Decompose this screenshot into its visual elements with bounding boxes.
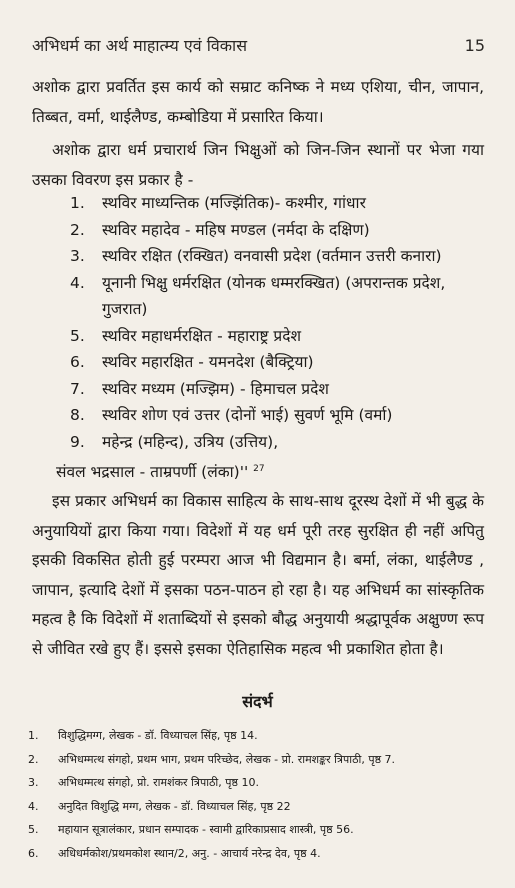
list-item-text: स्थविर महाधर्मरक्षित - महाराष्ट्र प्रदेश <box>102 326 302 345</box>
reference-number: 4. <box>28 799 39 813</box>
chapter-title: अभिधर्म का अर्थ माहात्म्य एवं विकास <box>32 36 248 55</box>
list-item-number: 9. <box>70 432 85 451</box>
list-item-number: 4. <box>70 273 85 292</box>
list-item-text: स्थविर मध्यम (मज्झिम) - हिमाचल प्रदेश <box>102 379 329 398</box>
list-continuation <box>56 457 265 484</box>
list-item-text: यूनानी भिक्षु धर्मरक्षित (योनक धम्मरक्खित) (अपरान्तक प्रदेश, गुजरात) <box>102 273 446 318</box>
paragraph-2: अशोक द्वारा धर्म प्रचारार्थ जिन भिक्षुओं को जिन-जिन स्थानों पर भेजा गया उसका विवरण इस प्रकार है - <box>32 141 484 189</box>
list-item <box>70 323 490 350</box>
list-item-number: 3. <box>70 247 85 265</box>
reference-text: अनुदित विशुद्धि मग्ग, लेखक - डॉ. विध्याचल सिंह, पृष्ठ 22 <box>58 799 291 813</box>
reference-number: 6. <box>28 846 39 860</box>
list-continuation-text: संवल भद्रसाल - ताम्रपर्णी (लंका)'' <box>56 463 249 482</box>
list-item <box>70 349 490 376</box>
reference-item <box>28 748 498 772</box>
list-item <box>70 270 490 323</box>
list-item-number: 8. <box>70 406 85 424</box>
page-number: 15 <box>464 36 485 55</box>
footnote-marker: 27 <box>253 464 265 474</box>
paragraph-3: इस प्रकार अभिधर्म का विकास साहित्य के साथ-साथ दूरस्थ देशों में भी बुद्ध के अनुयायियों द्वारा किया गया। विदेशों में यह धर्म पूरी तरह सुरक्षित ही नहीं अपितु इसकी विकसित होती हुई परम्परा आज भी विद्यमान है। बर्मा, लंका, थाईलैण्ड , जापान, इत्यादि देशों में इसका पठन-पाठन हो रहा है। यह अभिधर्म का सांस्कृतिक महत्व है कि विदेशों में शताब्दियों से इसको बौद्ध अनुयायी श्रद्धापूर्वक अक्षुण्ण रूप से जीवित रखे हुए हैं। इससे इसका ऐतिहासिक महत्व भी प्रकाशित होता है। <box>32 492 484 658</box>
reference-text: महायान सूत्रालंकार, प्रधान सम्पादक - स्वामी द्वारिकाप्रसाद शास्त्री, पृष्ठ 56. <box>58 823 354 836</box>
reference-number: 2. <box>28 752 39 766</box>
reference-text: अभिधम्मत्थ संगहो, प्रो. रामशंकर त्रिपाठी, पृष्ठ 10. <box>58 776 259 789</box>
list-item-number: 7. <box>70 379 85 398</box>
paragraph-1: अशोक द्वारा प्रवर्तित इस कार्य को सम्राट कनिष्क ने मध्य एशिया, चीन, जापान, तिब्बत, वर्मा, थाईलैण्ड, कम्बोडिया में प्रसारित किया। <box>32 78 484 126</box>
list-item <box>70 243 490 270</box>
list-item-text: स्थविर महारक्षित - यमनदेश (बैक्ट्रिया) <box>102 353 314 371</box>
reference-number: 3. <box>28 776 39 789</box>
reference-item <box>28 842 498 866</box>
reference-text: अभिधम्मत्थ संगहो, प्रथम भाग, प्रथम परिच्छेद, लेखक - प्रो. रामशङ्कर त्रिपाठी, पृष्ठ 7. <box>58 752 396 766</box>
references-list <box>28 724 498 865</box>
list-item-number: 1. <box>70 194 85 212</box>
reference-number: 5. <box>28 823 39 836</box>
references-heading: संदर्भ <box>242 692 273 711</box>
reference-number: 1. <box>28 729 39 742</box>
reference-text: अधिधर्मकोश/प्रथमकोश स्थान/2, अनु. - आचार्य नरेन्द्र देव, पृष्ठ 4. <box>58 846 321 860</box>
list-item <box>70 217 490 244</box>
list-item-text: स्थविर माध्यन्तिक (मज्झिंतिक)- कश्मीर, गांधार <box>102 194 366 212</box>
reference-item <box>28 771 498 795</box>
missionary-list <box>70 190 490 455</box>
list-item-text: महेन्द्र (महिन्द), उत्रिय (उत्तिय), <box>102 432 279 451</box>
list-item-number: 5. <box>70 326 85 345</box>
reference-item <box>28 818 498 842</box>
reference-text: विशुद्धिमग्ग, लेखक - डॉ. विध्याचल सिंह, पृष्ठ 14. <box>58 729 258 742</box>
list-item-text: स्थविर शोण एवं उत्तर (दोनों भाई) सुवर्ण भूमि (वर्मा) <box>102 406 393 424</box>
list-item-text: स्थविर रक्षित (रक्खित) वनवासी प्रदेश (वर्तमान उत्तरी कनारा) <box>102 247 442 265</box>
list-item <box>70 402 490 429</box>
list-item <box>70 190 490 217</box>
list-item-number: 2. <box>70 220 85 239</box>
list-item-text: स्थविर महादेव - महिष मण्डल (नर्मदा के दक्षिण) <box>102 220 370 239</box>
reference-item <box>28 724 498 748</box>
list-item <box>70 376 490 403</box>
list-item <box>70 429 490 456</box>
reference-item <box>28 795 498 819</box>
list-item-number: 6. <box>70 353 85 371</box>
running-header <box>32 34 485 58</box>
